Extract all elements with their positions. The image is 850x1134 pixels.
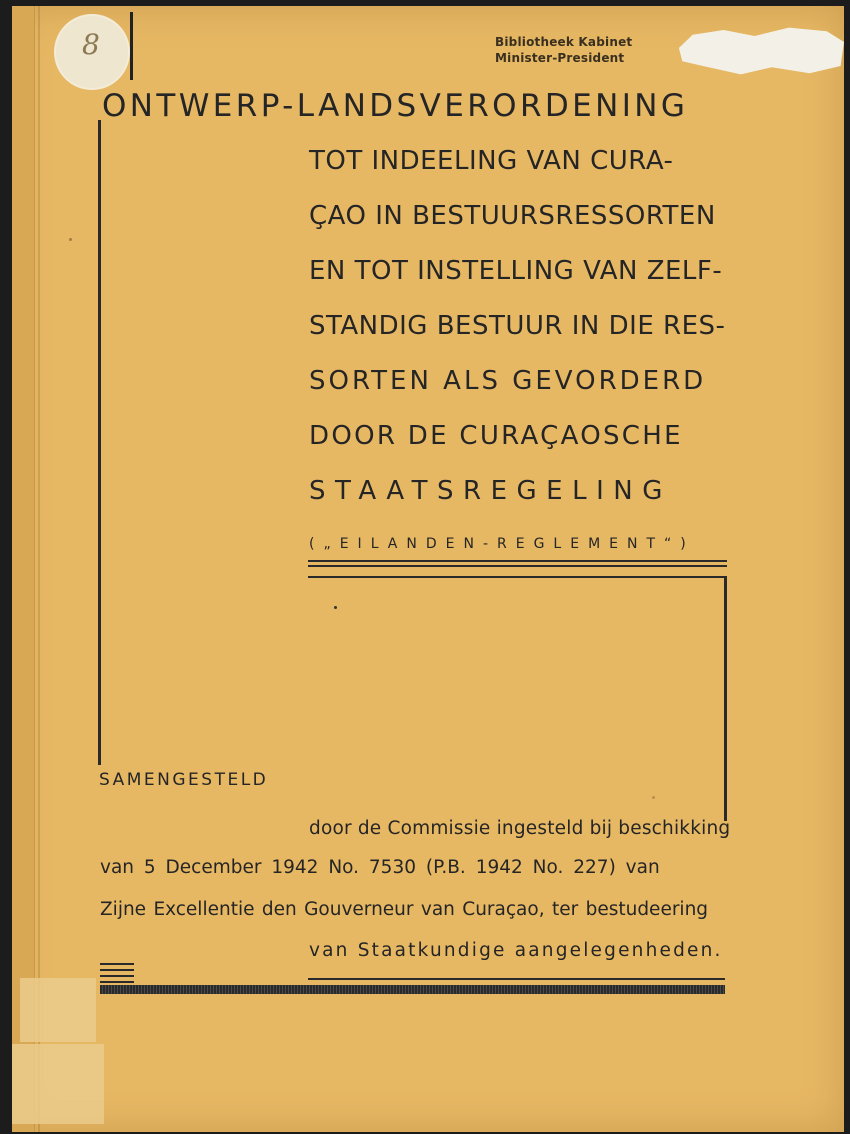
- subtitle-line-1: TOT INDEELING VAN CURA-: [309, 146, 674, 176]
- document-title: ONTWERP-LANDSVERORDENING: [102, 88, 689, 124]
- composed-line-2: van 5 December 1942 No. 7530 (P.B. 1942 No. 227) van: [100, 857, 660, 878]
- library-stamp-line2: Minister-President: [495, 51, 625, 65]
- document-cover: [12, 6, 844, 1132]
- subtitle-line-2: ÇAO IN BESTUURSRESSORTEN: [309, 201, 716, 231]
- worn-label-patch: [20, 978, 96, 1042]
- composed-heading: SAMENGESTELD: [99, 770, 269, 790]
- cover-spine: [12, 6, 35, 1132]
- library-stamp-line1: Bibliotheek Kabinet: [495, 35, 633, 49]
- ornament-bar-4: [100, 981, 134, 983]
- bracket-top-rule: [308, 576, 727, 578]
- speck: [334, 606, 337, 609]
- subtitle-line-3: EN TOT INSTELLING VAN ZELF-: [309, 256, 723, 286]
- double-rule-bottom: [308, 565, 727, 567]
- torn-paper-patch: [672, 24, 844, 84]
- ornament-bar-2: [100, 969, 134, 971]
- bottom-thick-rule: [100, 985, 725, 994]
- subtitle-line-4: STANDIG BESTUUR IN DIE RES-: [309, 311, 726, 341]
- speck: [69, 238, 72, 241]
- spine-crease: [38, 6, 40, 1132]
- right-vertical-rule: [724, 576, 727, 821]
- bottom-thin-rule: [308, 978, 725, 980]
- composed-line-4: van Staatkundige aangelegenheden.: [309, 940, 723, 961]
- seal-divider: [130, 12, 133, 80]
- document-alias: („EILANDEN-REGLEMENT“): [309, 536, 695, 552]
- double-rule-top: [308, 560, 727, 562]
- subtitle-line-5: SORTEN ALS GEVORDERD: [309, 366, 707, 396]
- composed-line-1: door de Commissie ingesteld bij beschikking: [309, 818, 731, 839]
- library-stamp: [495, 34, 632, 66]
- left-vertical-rule: [98, 120, 101, 765]
- subtitle-line-7: STAATSREGELING: [309, 476, 672, 506]
- ornament-bar-3: [100, 975, 134, 977]
- subtitle-line-6: DOOR DE CURAÇAOSCHE: [309, 421, 683, 451]
- composed-line-3: Zijne Excellentie den Gouverneur van Curaçao, ter bestudeering: [100, 899, 709, 920]
- worn-label-patch-lower: [12, 1044, 104, 1124]
- ornament-bar-1: [100, 963, 134, 965]
- handwritten-mark: 8: [82, 28, 100, 61]
- speck: [652, 796, 655, 799]
